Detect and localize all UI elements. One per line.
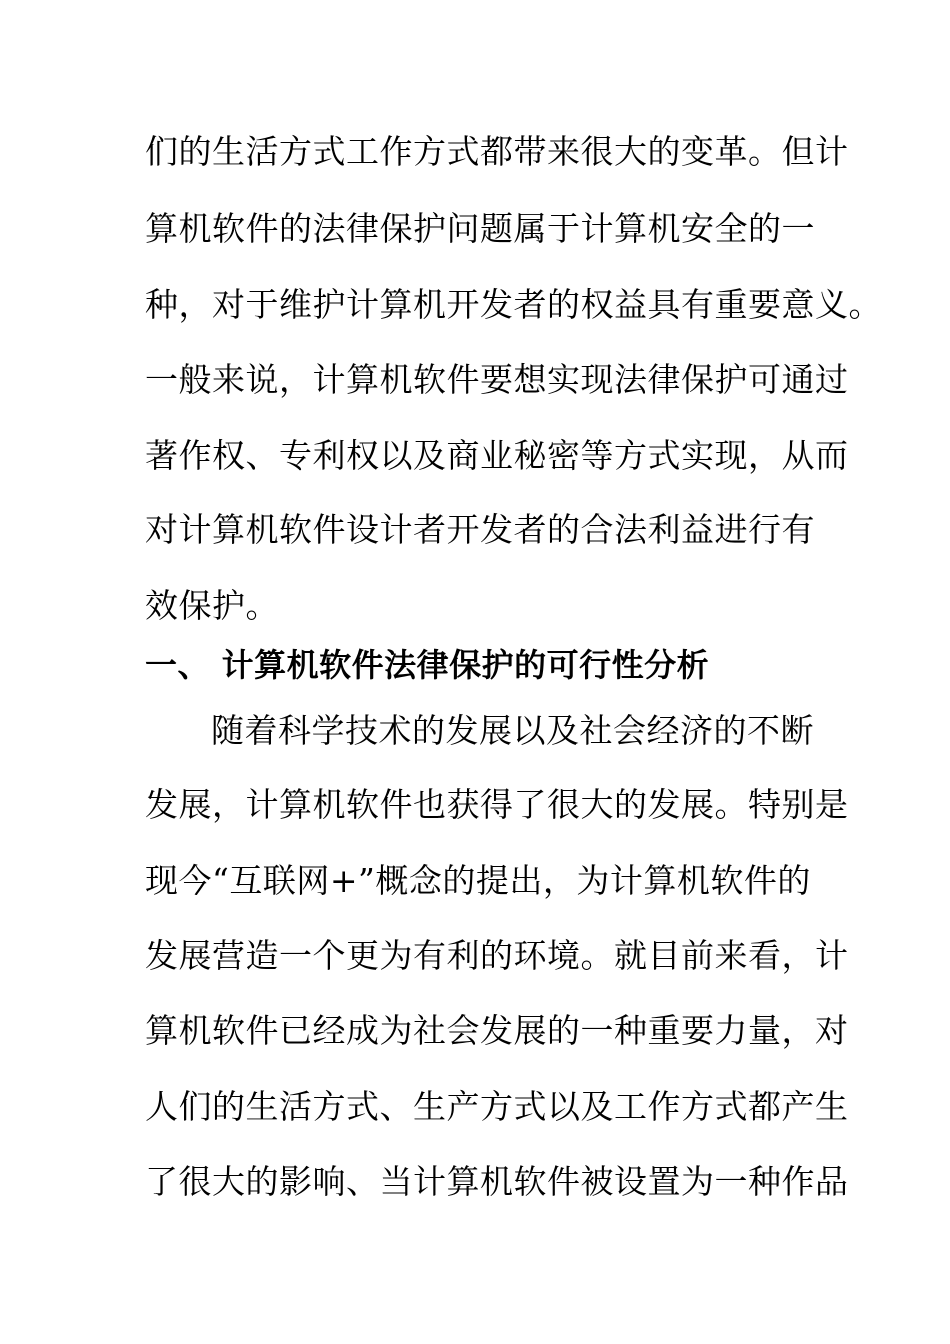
paragraph-line: 发展营造一个更为有利的环境。就目前来看，计	[145, 936, 849, 975]
section-heading: 一、 计算机软件法律保护的可行性分析	[145, 646, 710, 684]
paragraph-line: 效保护。	[145, 586, 279, 625]
paragraph-line: 种，对于维护计算机开发者的权益具有重要意义。	[145, 285, 882, 324]
paragraph-line: 们的生活方式工作方式都带来很大的变革。但计	[145, 132, 849, 171]
paragraph-line: 一般来说，计算机软件要想实现法律保护可通过	[145, 360, 849, 399]
paragraph-line: 了很大的影响、当计算机软件被设置为一种作品	[145, 1162, 849, 1201]
paragraph-line: 著作权、专利权以及商业秘密等方式实现，从而	[145, 436, 849, 475]
paragraph-line: 发展，计算机软件也获得了很大的发展。特别是	[145, 785, 849, 824]
paragraph-line: 随着科学技术的发展以及社会经济的不断	[211, 711, 814, 750]
paragraph-line: 现今“互联网+”概念的提出，为计算机软件的	[145, 861, 811, 900]
paragraph-line: 算机软件的法律保护问题属于计算机安全的一	[145, 209, 815, 248]
paragraph-line: 人们的生活方式、生产方式以及工作方式都产生	[145, 1087, 849, 1126]
paragraph-line: 算机软件已经成为社会发展的一种重要力量，对	[145, 1011, 849, 1050]
paragraph-line: 对计算机软件设计者开发者的合法利益进行有	[145, 510, 815, 549]
